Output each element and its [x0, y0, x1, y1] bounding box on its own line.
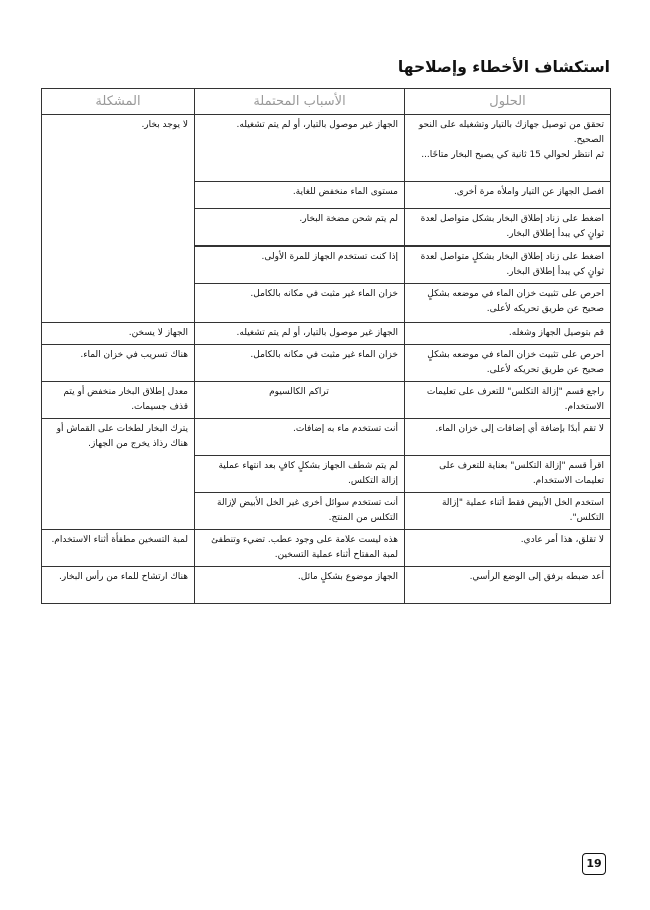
cause-cell: الجهاز غير موصول بالتيار، أو لم يتم تشغيله. — [195, 115, 405, 182]
table-header-row — [42, 89, 611, 115]
table-row — [42, 345, 611, 382]
solution-cell: لا تقم أبدًا بإضافة أي إضافات إلى خزان الماء. — [405, 419, 611, 456]
cause-cell: لم يتم شطف الجهاز بشكلٍ كافٍ بعد انتهاء عملية إزالة التكلس. — [195, 456, 405, 493]
page-number: 19 — [582, 853, 606, 875]
solution-cell: اضغط على زناد إطلاق البخار بشكل متواصل لعدة ثوانٍ كي يبدأ إطلاق البخار. — [405, 209, 611, 247]
problem-cell: هناك تسريب في خزان الماء. — [42, 345, 195, 382]
cause-cell: تراكم الكالسيوم — [195, 382, 405, 419]
solution-line: ثم انتظر لحوالي 15 ثانية كي يصبح البخار متاحًا... — [421, 150, 604, 160]
solution-cell: افصل الجهاز عن التيار واملأه مرة أخرى. — [405, 182, 611, 209]
header-problem: المشكلة — [42, 89, 195, 115]
solution-cell: راجع قسم "إزالة التكلس" للتعرف على تعليمات الاستخدام. — [405, 382, 611, 419]
troubleshooting-table — [41, 88, 611, 604]
header-solutions: الحلول — [405, 89, 611, 115]
cause-cell: مستوى الماء منخفض للغاية. — [195, 182, 405, 209]
problem-cell: معدل إطلاق البخار منخفض أو يتم قذف جسيمات. — [42, 382, 195, 419]
solution-cell: لا تقلق، هذا أمر عادي. — [405, 530, 611, 567]
cause-cell: لم يتم شحن مضخة البخار. — [195, 209, 405, 247]
table-row — [42, 567, 611, 604]
solution-cell: أعد ضبطه برفق إلى الوضع الرأسي. — [405, 567, 611, 604]
cause-cell: الجهاز موضوع بشكلٍ مائل. — [195, 567, 405, 604]
cause-cell: الجهاز غير موصول بالتيار، أو لم يتم تشغيله. — [195, 323, 405, 345]
solution-cell: اقرأ قسم "إزالة التكلس" بعناية للتعرف على تعليمات الاستخدام. — [405, 456, 611, 493]
table-row — [42, 115, 611, 182]
solution-cell: استخدم الخل الأبيض فقط أثناء عملية "إزالة التكلس". — [405, 493, 611, 530]
table-row — [42, 530, 611, 567]
problem-cell: الجهاز لا يسخن. — [42, 323, 195, 345]
cause-cell: خزان الماء غير مثبت في مكانه بالكامل. — [195, 345, 405, 382]
table-row — [42, 382, 611, 419]
solution-cell — [405, 115, 611, 182]
header-causes: الأسباب المحتملة — [195, 89, 405, 115]
table-row — [42, 323, 611, 345]
cause-cell: هذه ليست علامة على وجود عطب. تضيء وتنطفئ لمبة المفتاح أثناء عملية التسخين. — [195, 530, 405, 567]
problem-cell: هناك ارتشاح للماء من رأس البخار. — [42, 567, 195, 604]
problem-cell: يترك البخار لطخات على القماش أو هناك رذاذ يخرج من الجهاز. — [42, 419, 195, 530]
table-row — [42, 419, 611, 456]
solution-cell: احرص على تثبيت خزان الماء في موضعه بشكلٍ صحيح عن طريق تحريكه لأعلى. — [405, 345, 611, 382]
problem-cell: لمبة التسخين مطفأة أثناء الاستخدام. — [42, 530, 195, 567]
solution-cell: اضغط على زناد إطلاق البخار بشكلٍ متواصل لعدة ثوانٍ كي يبدأ إطلاق البخار. — [405, 246, 611, 284]
cause-cell: أنت تستخدم سوائل أخرى غير الخل الأبيض لإزالة التكلس من المنتج. — [195, 493, 405, 530]
cause-cell: إذا كنت تستخدم الجهاز للمرة الأولى. — [195, 246, 405, 284]
solution-cell: احرص على تثبيت خزان الماء في موضعه بشكلٍ صحيح عن طريق تحريكه لأعلى. — [405, 284, 611, 323]
solution-cell: قم بتوصيل الجهاز وشغله. — [405, 323, 611, 345]
cause-cell: خزان الماء غير مثبت في مكانه بالكامل. — [195, 284, 405, 323]
solution-line: تحقق من توصيل جهازك بالتيار وتشغيله على النحو الصحيح. — [418, 120, 604, 145]
page-title: استكشاف الأخطاء وإصلاحها — [397, 58, 610, 76]
problem-cell: لا يوجد بخار. — [42, 115, 195, 323]
cause-cell: أنت تستخدم ماء به إضافات. — [195, 419, 405, 456]
